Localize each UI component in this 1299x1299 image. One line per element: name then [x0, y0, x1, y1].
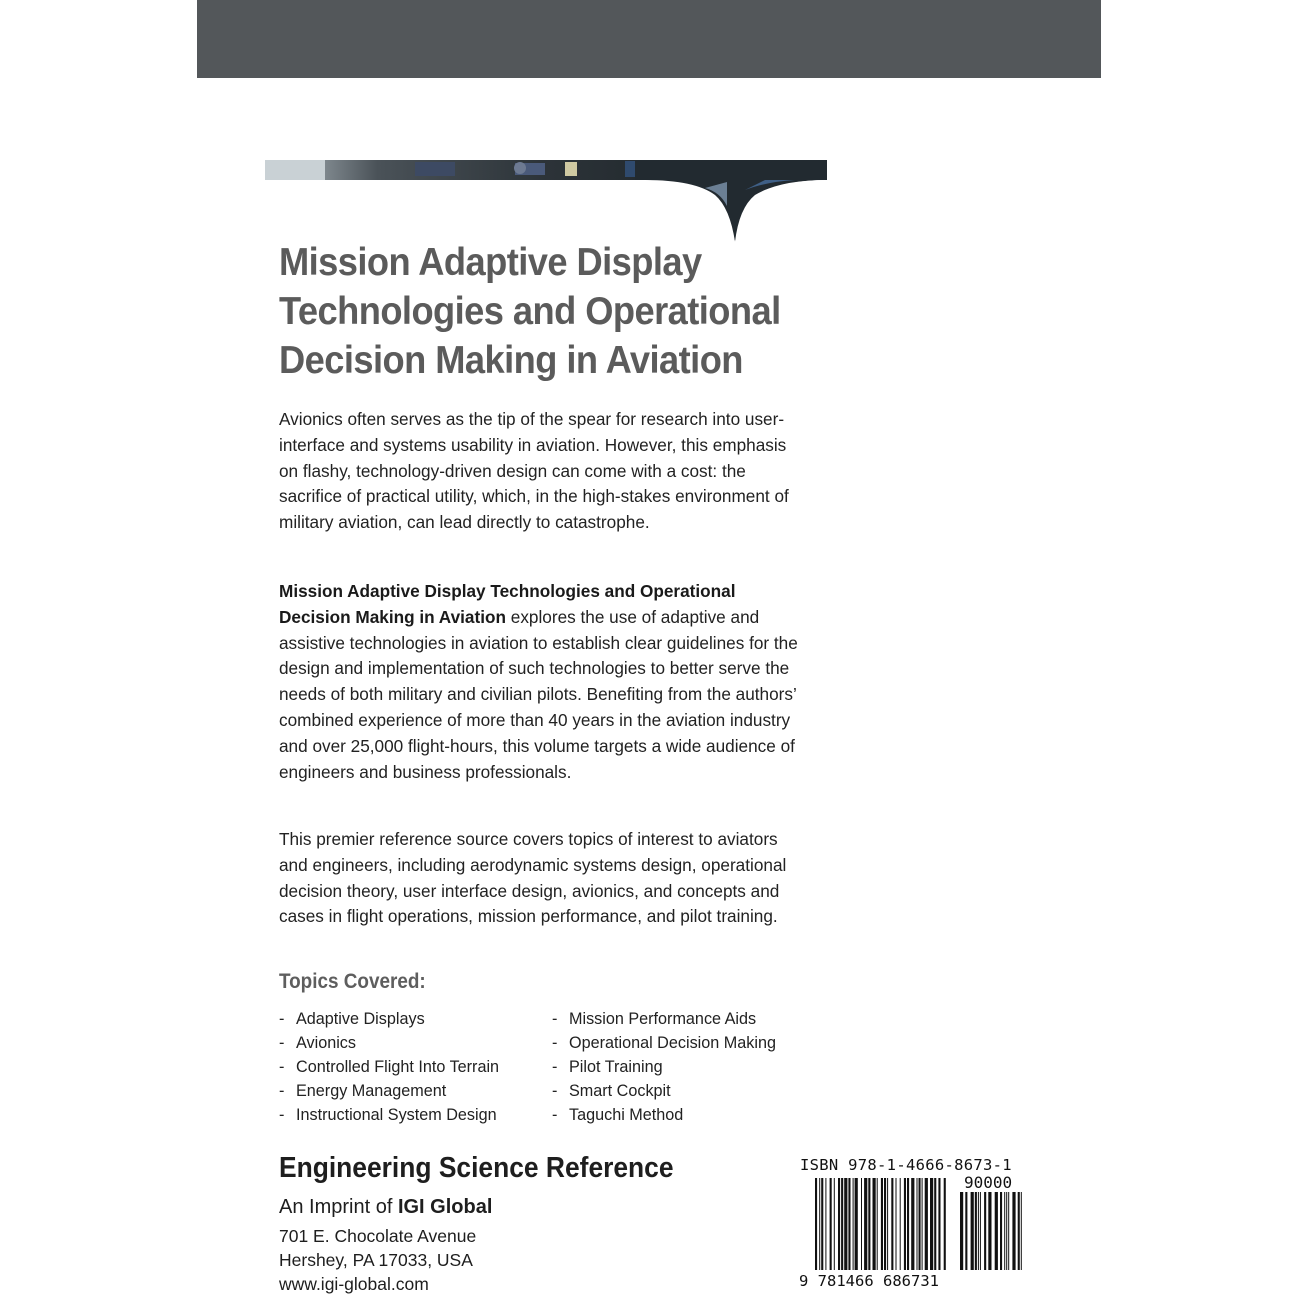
isbn-barcode — [797, 1168, 1027, 1290]
barcode-bar — [934, 1178, 936, 1270]
list-item — [279, 1103, 499, 1127]
barcode-bar — [938, 1178, 940, 1270]
barcode-bar — [900, 1178, 901, 1270]
address-city: Hershey, PA 17033, USA — [279, 1250, 473, 1270]
barcode-bar — [848, 1178, 850, 1270]
bullet-dash: - — [552, 1082, 558, 1100]
list-item — [279, 1055, 499, 1079]
addon-number: 90000 — [964, 1173, 1013, 1192]
barcode-bar — [944, 1178, 946, 1270]
topic-label: Taguchi Method — [569, 1106, 684, 1124]
barcode-bar — [884, 1178, 886, 1270]
description-paragraph-3: This premier reference source covers topics of interest to aviators and engineers, including aerodynamic systems design, operational decision theory, user interface design, avionics, and concepts and cases in flight operations, mission performance, and pilot training. — [279, 829, 787, 927]
list-item — [552, 1103, 776, 1127]
barcode-bar — [855, 1178, 858, 1270]
barcode-bar — [819, 1178, 820, 1270]
publisher-website: www.igi-global.com — [279, 1274, 429, 1294]
list-item — [279, 1007, 499, 1031]
address-street: 701 E. Chocolate Avenue — [279, 1226, 477, 1246]
barcode-bar — [834, 1178, 835, 1270]
barcode-bar — [887, 1178, 888, 1270]
list-item — [552, 1007, 776, 1031]
bullet-dash: - — [279, 1082, 285, 1100]
barcode-bar — [930, 1178, 933, 1270]
barcode-bar — [841, 1178, 843, 1270]
imprint-prefix: An Imprint of — [279, 1196, 398, 1218]
bullet-dash: - — [552, 1010, 558, 1028]
barcode-bar — [896, 1178, 897, 1270]
list-item — [552, 1079, 776, 1103]
barcode-bar — [917, 1178, 918, 1270]
barcode-bar — [925, 1178, 928, 1270]
bullet-dash: - — [279, 1106, 285, 1124]
book-title-inline: Mission Adaptive Display Technologies and Operational Decision Making in Aviation — [279, 581, 736, 627]
barcode-bar — [1021, 1192, 1022, 1270]
barcode-bar — [815, 1178, 817, 1270]
barcode-bar — [978, 1192, 979, 1270]
bullet-dash: - — [279, 1058, 285, 1076]
barcode-bar — [965, 1192, 967, 1270]
description-paragraph-2-text: explores the use of adaptive and assistive technologies in aviation to establish clear guidelines for the design and implementation of such technologies to better serve the needs of both military and civilian pilots. Benefiting from the authors’ combined experience of more than 40 years in the aviation industry and over 25,000 flight-hours, this volume targets a wide audience of engineers and business professionals. — [279, 606, 798, 782]
barcode-bar — [844, 1178, 847, 1270]
cockpit-photo-strip — [265, 160, 827, 250]
imprint-name: IGI Global — [397, 1196, 493, 1218]
barcode-bar — [821, 1178, 823, 1270]
barcode-bar — [980, 1192, 981, 1270]
bullet-dash: - — [279, 1034, 285, 1052]
topic-label: Instructional System Design — [296, 1106, 497, 1124]
barcode-bar — [873, 1178, 876, 1270]
list-item — [279, 1079, 499, 1103]
topics-heading: Topics Covered: — [279, 970, 426, 993]
barcode-bar — [877, 1178, 878, 1270]
barcode-bar — [1006, 1192, 1007, 1270]
topics-list-right — [552, 1007, 776, 1127]
bullet-dash: - — [552, 1034, 558, 1052]
barcode-bar — [960, 1192, 963, 1270]
barcode-bar — [911, 1178, 914, 1270]
bullet-dash: - — [279, 1010, 285, 1028]
barcode-bar — [891, 1178, 893, 1270]
bullet-dash: - — [552, 1106, 558, 1124]
addon-barcode-bars — [960, 1192, 1022, 1270]
top-color-band — [197, 0, 1101, 78]
barcode-bar — [919, 1178, 921, 1270]
barcode-bar — [881, 1178, 883, 1270]
barcode-bar — [830, 1178, 832, 1270]
ean-barcode-bars — [815, 1178, 946, 1270]
barcode-bar — [907, 1178, 909, 1270]
topic-label: Smart Cockpit — [569, 1082, 671, 1100]
barcode-bar — [975, 1192, 977, 1270]
topic-label: Adaptive Displays — [296, 1010, 425, 1028]
barcode-bar — [861, 1178, 862, 1270]
barcode-bar — [864, 1178, 867, 1270]
barcode-bar — [904, 1178, 906, 1270]
topic-label: Operational Decision Making — [569, 1034, 776, 1052]
list-item — [552, 1031, 776, 1055]
description-paragraph-1: Avionics often serves as the tip of the spear for research into user-interface and systems usability in aviation. However, this emphasis on flashy, technology-driven design can come with a cost: the sacrifice of practical utility, which, in the high-stakes environment of military aviation, can lead directly to catastrophe. — [279, 409, 789, 533]
barcode-bar — [971, 1192, 974, 1270]
topic-label: Energy Management — [296, 1082, 447, 1100]
barcode-bar — [1004, 1192, 1005, 1270]
topics-list-left — [279, 1007, 499, 1127]
imprint-line — [279, 1196, 492, 1219]
barcode-bar — [838, 1178, 840, 1270]
topic-label: Controlled Flight Into Terrain — [296, 1058, 500, 1076]
list-item — [552, 1055, 776, 1079]
topic-label: Pilot Training — [569, 1058, 663, 1076]
barcode-bar — [1008, 1192, 1009, 1270]
topic-label: Mission Performance Aids — [569, 1010, 757, 1028]
publisher-name: Engineering Science Reference — [279, 1152, 674, 1184]
barcode-bar — [853, 1178, 854, 1270]
barcode-bar — [984, 1192, 986, 1270]
list-item — [279, 1031, 499, 1055]
description-paragraph-2 — [279, 579, 799, 785]
barcode-bar — [988, 1192, 991, 1270]
bullet-dash: - — [552, 1058, 558, 1076]
isbn-label: ISBN 978-1-4666-8673-1 — [800, 1156, 1012, 1174]
barcode-bar — [868, 1178, 870, 1270]
ean-number: 9 781466 686731 — [799, 1272, 939, 1290]
barcode-bar — [1018, 1192, 1020, 1270]
barcode-bar — [922, 1178, 923, 1270]
barcode-bar — [1000, 1192, 1002, 1270]
book-title: Mission Adaptive Display Technologies and Operational Decision Making in Aviation — [279, 241, 781, 382]
barcode-bar — [825, 1178, 826, 1270]
barcode-bar — [995, 1192, 998, 1270]
topic-label: Avionics — [296, 1034, 356, 1052]
barcode-bar — [1012, 1192, 1015, 1270]
